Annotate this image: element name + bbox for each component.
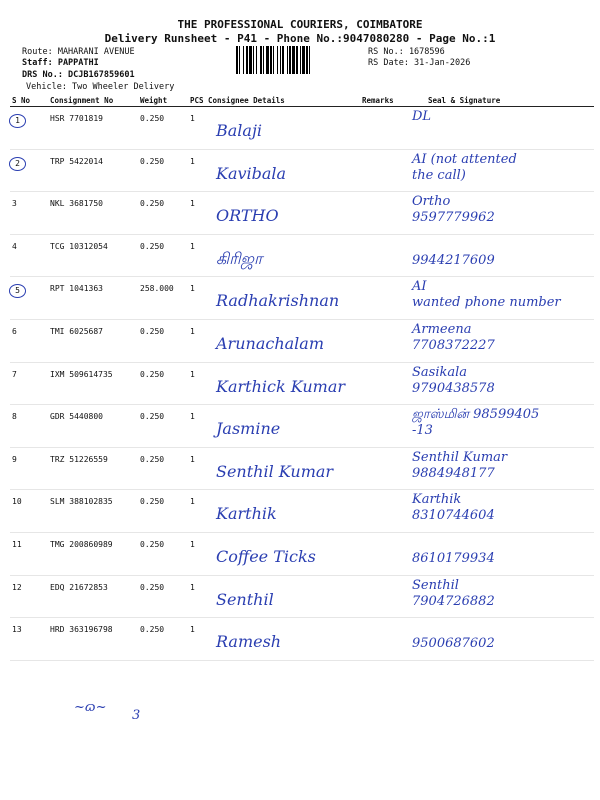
signature-phone: -13: [412, 423, 433, 439]
consignee-handwriting: Karthik: [216, 504, 277, 524]
signature-line: Senthil Kumar: [412, 449, 508, 465]
row-consignment-no: RPT 1041363: [48, 277, 138, 320]
col-consignment: Consignment No: [48, 94, 138, 107]
table-row: [10, 362, 594, 405]
signature-phone: 7708372227: [412, 337, 495, 353]
row-sno: 2: [9, 157, 26, 171]
row-weight: 0.250: [138, 234, 188, 277]
signature-line: Senthil: [412, 577, 459, 593]
row-remarks: [360, 575, 408, 618]
row-remarks: [360, 362, 408, 405]
row-remarks: [360, 319, 408, 362]
row-consignment-no: TRP 5422014: [48, 149, 138, 192]
row-sno: 11: [10, 532, 48, 575]
table-row: [10, 107, 594, 150]
signature-phone: 9500687602: [412, 636, 495, 652]
consignee-handwriting: கிரிஜா: [216, 248, 263, 268]
row-weight: 0.250: [138, 532, 188, 575]
row-pcs: 1: [188, 575, 206, 618]
signature-phone: the call): [412, 167, 466, 183]
signature-phone: 9790438578: [412, 380, 495, 396]
row-weight: 0.250: [138, 575, 188, 618]
consignee-handwriting: Senthil: [216, 589, 274, 609]
row-sno: 4: [10, 234, 48, 277]
table-header-row: [10, 94, 594, 107]
row-sno: 3: [10, 192, 48, 235]
rs-date: RS Date: 31-Jan-2026: [368, 58, 471, 68]
signature-line: ஜாஸ்மின் 98599405: [412, 407, 540, 423]
row-weight: 0.250: [138, 107, 188, 150]
row-consignment-no: EDQ 21672853: [48, 575, 138, 618]
signature-phone: 7904726882: [412, 593, 495, 609]
consignee-handwriting: Jasmine: [216, 419, 281, 439]
col-remarks: Remarks: [360, 94, 408, 107]
barcode: [236, 46, 364, 74]
row-pcs: 1: [188, 192, 206, 235]
row-weight: 258.000: [138, 277, 188, 320]
runsheet-table: [10, 94, 594, 661]
row-sno: 12: [10, 575, 48, 618]
row-consignment-no: TMG 200860989: [48, 532, 138, 575]
signature-phone: 9944217609: [412, 252, 495, 268]
row-weight: 0.250: [138, 319, 188, 362]
rs-number: RS No.: 1678596: [368, 47, 445, 57]
route-label: Route: MAHARANI AVENUE: [22, 47, 135, 57]
row-remarks: [360, 490, 408, 533]
consignee-handwriting: ORTHO: [216, 206, 279, 226]
row-remarks: [360, 234, 408, 277]
consignee-handwriting: Karthick Kumar: [216, 376, 345, 396]
signature-phone: 9884948177: [412, 465, 495, 481]
row-pcs: 1: [188, 447, 206, 490]
table-row: [10, 319, 594, 362]
row-consignment-no: HSR 7701819: [48, 107, 138, 150]
row-weight: 0.250: [138, 149, 188, 192]
row-sno: 5: [9, 284, 26, 298]
signature-phone: 8610179934: [412, 550, 495, 566]
row-pcs: 1: [188, 532, 206, 575]
signature-line: Ortho: [412, 194, 451, 210]
table-row: [10, 149, 594, 192]
table-row: [10, 447, 594, 490]
table-row: [10, 575, 594, 618]
row-consignment-no: NKL 3681750: [48, 192, 138, 235]
row-pcs: 1: [188, 107, 206, 150]
row-weight: 0.250: [138, 192, 188, 235]
company-title: THE PROFESSIONAL COURIERS, COIMBATORE: [177, 18, 423, 31]
table-row: [10, 405, 594, 448]
table-row: [10, 234, 594, 277]
row-remarks: [360, 277, 408, 320]
signature-line: AI: [412, 279, 427, 295]
col-weight: Weight: [138, 94, 188, 107]
staff-label: Staff: PAPPATHI: [22, 58, 99, 68]
table-row: [10, 490, 594, 533]
row-sno: 7: [10, 362, 48, 405]
signature-line: DL: [412, 109, 432, 124]
consignee-handwriting: Balaji: [216, 121, 263, 140]
row-remarks: [360, 447, 408, 490]
consignee-handwriting: Arunachalam: [216, 333, 324, 353]
table-row: [10, 532, 594, 575]
row-sno: 6: [10, 319, 48, 362]
signature-phone: 9597779962: [412, 210, 495, 226]
row-consignment-no: GDR 5440800: [48, 405, 138, 448]
row-sno: 9: [10, 447, 48, 490]
row-remarks: [360, 149, 408, 192]
row-remarks: [360, 618, 408, 661]
row-pcs: 1: [188, 319, 206, 362]
vehicle-label: Vehicle: Two Wheeler Delivery: [26, 82, 175, 92]
row-pcs: 1: [188, 618, 206, 661]
consignee-handwriting: Senthil Kumar: [216, 461, 334, 481]
row-sno: 13: [10, 618, 48, 661]
row-remarks: [360, 405, 408, 448]
signature-line: Armeena: [412, 321, 472, 337]
row-weight: 0.250: [138, 490, 188, 533]
row-weight: 0.250: [138, 362, 188, 405]
row-pcs: 1: [188, 405, 206, 448]
row-pcs: 1: [188, 277, 206, 320]
row-consignment-no: SLM 388102835: [48, 490, 138, 533]
row-remarks: [360, 532, 408, 575]
signature-line: AI (not attented: [412, 151, 517, 167]
col-consignee: Consignee Details: [206, 94, 360, 107]
row-weight: 0.250: [138, 618, 188, 661]
footer-scribble: ~ɷ~: [74, 700, 107, 715]
row-sno: 10: [10, 490, 48, 533]
signature-phone: 8310744604: [412, 508, 495, 524]
col-sno: S No: [10, 94, 48, 107]
row-sno: 1: [9, 114, 26, 128]
consignee-handwriting: Coffee Ticks: [216, 546, 316, 566]
signature-line: Sasikala: [412, 364, 468, 380]
row-pcs: 1: [188, 362, 206, 405]
row-consignment-no: TCG 10312054: [48, 234, 138, 277]
row-weight: 0.250: [138, 405, 188, 448]
row-remarks: [360, 192, 408, 235]
row-pcs: 1: [188, 149, 206, 192]
row-consignment-no: TMI 6025687: [48, 319, 138, 362]
row-pcs: 1: [188, 490, 206, 533]
row-pcs: 1: [188, 234, 206, 277]
signature-line: Karthik: [412, 492, 462, 508]
row-consignment-no: IXM 509614735: [48, 362, 138, 405]
footer-mark: 3: [132, 708, 141, 723]
row-sno: 8: [10, 405, 48, 448]
runsheet-subtitle: Delivery Runsheet - P41 - Phone No.:9047080280 - Page No.:1: [104, 32, 496, 45]
col-seal: Seal & Signature: [408, 94, 594, 107]
row-weight: 0.250: [138, 447, 188, 490]
consignee-handwriting: Ramesh: [216, 632, 282, 652]
row-consignment-no: HRD 363196798: [48, 618, 138, 661]
row-remarks: [360, 107, 408, 150]
table-row: [10, 618, 594, 661]
consignee-handwriting: Radhakrishnan: [216, 291, 340, 311]
table-row: [10, 277, 594, 320]
col-pcs: PCS: [188, 94, 206, 107]
drs-number: DRS No.: DCJB167859601: [22, 70, 135, 80]
row-consignment-no: TRZ 51226559: [48, 447, 138, 490]
consignee-handwriting: Kavibala: [216, 163, 287, 183]
table-row: [10, 192, 594, 235]
signature-phone: wanted phone number: [412, 295, 561, 311]
